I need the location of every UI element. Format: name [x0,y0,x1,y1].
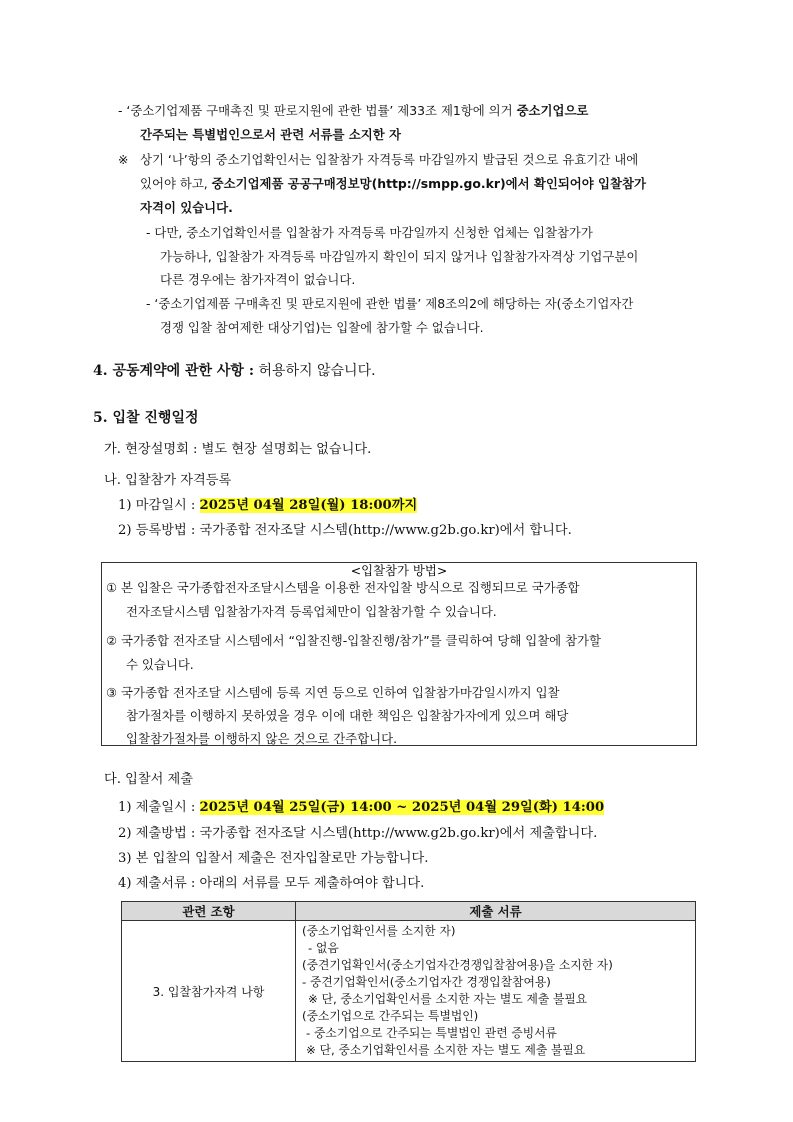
bid-method-box [101,562,697,746]
doc-line: ※ 단, 중소기업확인서를 소지한 자는 별도 제출 불필요 [308,992,588,1006]
method-item-2-line-1: ② 국가종합 전자조달 시스템에서 “입찰진행-입찰진행/참가”를 클릭하여 당해 입찰에 참가할 [106,633,601,648]
note-mark: ※ [118,152,129,167]
method-item-3-line-3: 입찰참가절차를 이행하지 않은 것으로 간주합니다. [126,731,398,746]
submission-heading: 다. 입찰서 제출 [104,772,194,787]
table-header-row [122,902,696,921]
eligibility-line-1 [118,102,588,120]
dash1-line-1: - 다만, 중소기업확인서를 입찰참가 자격등록 마감일까지 신청한 업체는 입찰참가가 [146,225,593,240]
table-row [122,921,696,1062]
doc-line: (중견기업확인서(중소기업자간경쟁입찰참여용)을 소지한 자) [302,958,613,972]
deadline-label: 1) 마감일시 : [118,498,200,513]
note-line-1: 상기 ‘나’항의 중소기업확인서는 입찰참가 자격등록 마감일까지 발급된 것으로 유효기간 내에 [140,152,639,167]
doc-line: - 중소기업으로 간주되는 특별법인 관련 증빙서류 [306,1026,557,1040]
note-line-2 [140,175,646,193]
registration-heading: 나. 입찰참가 자격등록 [104,473,232,488]
section-5-heading: 5. 입찰 진행일정 [93,410,199,426]
note-text: 있어야 하고, [140,176,212,191]
method-item-1-line-2: 전자조달시스템 입찰참가자격 등록업체만이 입찰참가할 수 있습니다. [126,604,497,619]
submission-period-value: 2025년 04월 25일(금) 14:00 ~ 2025년 04월 29일(화) 14:00 [199,800,605,815]
method-item-1-line-1: ① 본 입찰은 국가종합전자조달시스템을 이용한 전자입찰 방식으로 집행되므로 국가종합 [106,580,580,595]
note-bold-text: 중소기업제품 공공구매정보망(http://smpp.go.kr)에서 확인되어야 입찰참가 [211,176,646,191]
eligibility-text: - ‘중소기업제품 구매촉진 및 판로지원에 관한 법률’ 제33조 제1항에 의거 [118,103,517,118]
doc-line: - 중견기업확인서(중소기업자간 경쟁입찰참여용) [302,975,551,989]
registration-deadline [118,497,417,515]
dash2-line-2: 경쟁 입찰 참여제한 대상기업)는 입찰에 참가할 수 없습니다. [160,320,484,335]
row-clause: 3. 입찰참가자격 나항 [122,921,296,1062]
doc-line: (중소기업확인서를 소지한 자) [302,924,456,938]
method-item-2-line-2: 수 있습니다. [126,657,194,672]
note-line-3: 자격이 있습니다. [140,200,233,215]
method-item-3-line-2: 참가절차를 이행하지 못하였을 경우 이에 대한 책임은 입찰참가자에게 있으며 해당 [126,708,569,723]
submission-electronic-only: 3) 본 입찰의 입찰서 제출은 전자입찰로만 가능합니다. [118,851,429,866]
site-briefing: 가. 현장설명회 : 별도 현장 설명회는 없습니다. [104,442,372,457]
section-4-text: 허용하지 않습니다. [254,363,376,379]
submission-period [118,799,604,817]
dash1-line-3: 다른 경우에는 참가자격이 없습니다. [160,272,356,287]
documents-table [121,901,696,1062]
bid-method-title: <입찰참가 방법> [350,563,448,578]
submission-documents: 4) 제출서류 : 아래의 서류를 모두 제출하여야 합니다. [118,876,425,891]
doc-line: ※ 단, 중소기업확인서를 소지한 자는 별도 제출 불필요 [306,1043,586,1057]
row-documents [296,921,696,1062]
dash1-line-2: 가능하나, 입찰참가 자격등록 마감일까지 확인이 되지 않거나 입찰참가자격상 기업구분이 [160,249,639,264]
submission-method: 2) 제출방법 : 국가종합 전자조달 시스템(http://www.g2b.go.kr)에서 제출합니다. [118,826,598,841]
submission-period-label: 1) 제출일시 : [118,800,200,815]
registration-method: 2) 등록방법 : 국가종합 전자조달 시스템(http://www.g2b.go.kr)에서 합니다. [118,523,572,538]
header-clause: 관련 조항 [122,902,296,921]
doc-line: - 없음 [308,941,339,955]
header-documents: 제출 서류 [296,902,696,921]
method-item-3-line-1: ③ 국가종합 전자조달 시스템에 등록 지연 등으로 인하여 입찰참가마감일시까지 입찰 [106,685,560,700]
eligibility-line-2: 간주되는 특별법인으로서 관련 서류를 소지한 자 [140,127,401,142]
dash2-line-1: - ‘중소기업제품 구매촉진 및 판로지원에 관한 법률’ 제8조의2에 해당하는 자(중소기업자간 [146,296,634,311]
section-4-heading: 4. 공동계약에 관한 사항 : [93,363,254,379]
eligibility-bold-text: 중소기업으로 [516,103,589,118]
section-4 [93,362,376,380]
deadline-value: 2025년 04월 28일(월) 18:00까지 [199,498,418,513]
doc-line: (중소기업으로 간주되는 특별법인) [302,1009,479,1023]
